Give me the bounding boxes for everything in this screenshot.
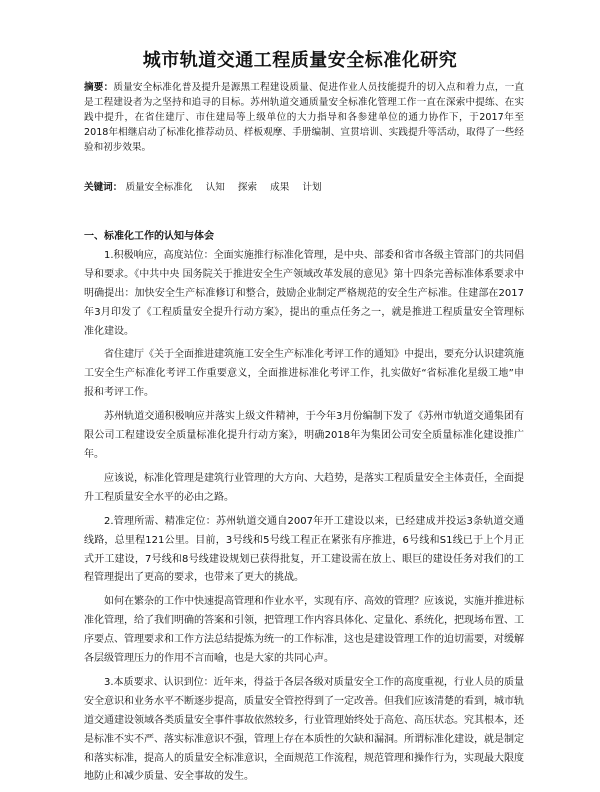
paragraph: 3.本质要求、认识到位：近年来，得益于各层各级对质量安全工作的高度重视，行业人员的质量安全意识和业务水平不断逐步提高，质量安全管控得到了一定改善。但我们应该清楚的看到，城市轨道交通建设领域各类质量安全事件事故依然较多，行业管理始终处于高危、高压状态。究其根本，还是标准不实不严、落实标准意识不强，管理上存在本质性的欠缺和漏洞。所谓标准化建设，就是制定和落实标准，提高人的质量安全标准意识，全面规范工作流程，规范管理和操作行为，实现最大限度地防止和减少质量、安全事故的发生。 (84, 676, 524, 783)
abstract-text: 质量安全标准化普及提升是源黑工程建设质量、促进作业人员技能提升的切入点和着力点，一直是工程建设者为之坚持和追寻的目标。苏州轨道交通质量安全标准化管理工作一直在深索中提练、在实践中提升，在省住建厅、市住建局等上级单位的大力指导和各参建单位的通力协作下，于2017年至2018年相继启动了标准化推荐动员、样板观摩、手册编制、宣贯培训、实践提升等活动，取得了一些经验和初步效果。 (84, 82, 525, 153)
keyword-term: 计划 (302, 182, 322, 193)
paragraph: 省住建厅《关于全面推进建筑施工安全生产标准化考评工作的通知》中提出，要充分认识建筑施工安全生产标准化考评工作重要意义，全面推进标准化考评工作，扎实做好“省标准化星级工地”申报和考评工作。 (84, 349, 524, 399)
keyword-term: 成果 (270, 182, 290, 193)
keywords-label: 关键词： (84, 182, 123, 193)
paragraph: 应该说，标准化管理是建筑行业管理的大方向、大趋势，是落实工程质量安全主体责任，全面提升工程质量安全水平的必由之路。 (84, 472, 524, 503)
keyword-term: 探索 (237, 182, 258, 193)
paragraph: 1.积极响应，高度站位：全面实施推行标准化管理，是中央、部委和省市各级主管部门的共同倡导和要求。《中共中央 国务院关于推进安全生产领域改革发展的意见》第十四条完善标准体系要求中明确提出：加快安全生产标准修订和整合，鼓励企业制定严格规范的安全生产标准。住建部在2017年3月印发了《工程质量安全提升行动方案》，提出的重点任务之一，就是推进工程质量安全管理标准化建设。 (84, 249, 524, 337)
paragraph: 如何在繁杂的工作中快速提高管理和作业水平，实现有序、高效的管理？应该说，实施并推进标准化管理，给了我们明确的答案和引领，把管理工作内容具体化、定量化、系统化，把现场布置、工序要点、管理要求和工作方法总结提炼为统一的工作标准，这也是建设管理工作的迫切需要，对缓解各层级管理压力的作用不言而喻，也是大家的共同心声。 (84, 596, 524, 665)
keyword-term: 质量安全标准化 (125, 182, 193, 193)
section-heading: 一、标准化工作的认知与体会 (84, 231, 214, 242)
abstract (84, 80, 524, 155)
paragraph: 苏州轨道交通积极响应并落实上级文件精神，于今年3月份编制下发了《苏州市轨道交通集团有限公司工程建设安全质量标准化提升行动方案》，明确2018年为集团公司安全质量标准化建设推广年。 (84, 411, 524, 460)
keywords (84, 181, 524, 195)
article-body (84, 228, 524, 792)
abstract-label: 摘要： (84, 82, 114, 93)
paragraph: 2.管理所需、精准定位：苏州轨道交通自2007年开工建设以来，已经建成并投运3条轨道交通线路，总里程121公里。目前，3号线和5号线工程正在紧张有序推进，6号线和S1线已于上个月正式开工建设，7号线和8号线建设规划已获得批复，开工建设需在放上、眼巨的建设任务对我们的工程管理提出了更高的要求，也带来了更大的挑战。 (84, 515, 524, 584)
keyword-term: 认知 (205, 182, 225, 193)
document-title: 城市轨道交通工程质量安全标准化研究 (142, 50, 458, 71)
